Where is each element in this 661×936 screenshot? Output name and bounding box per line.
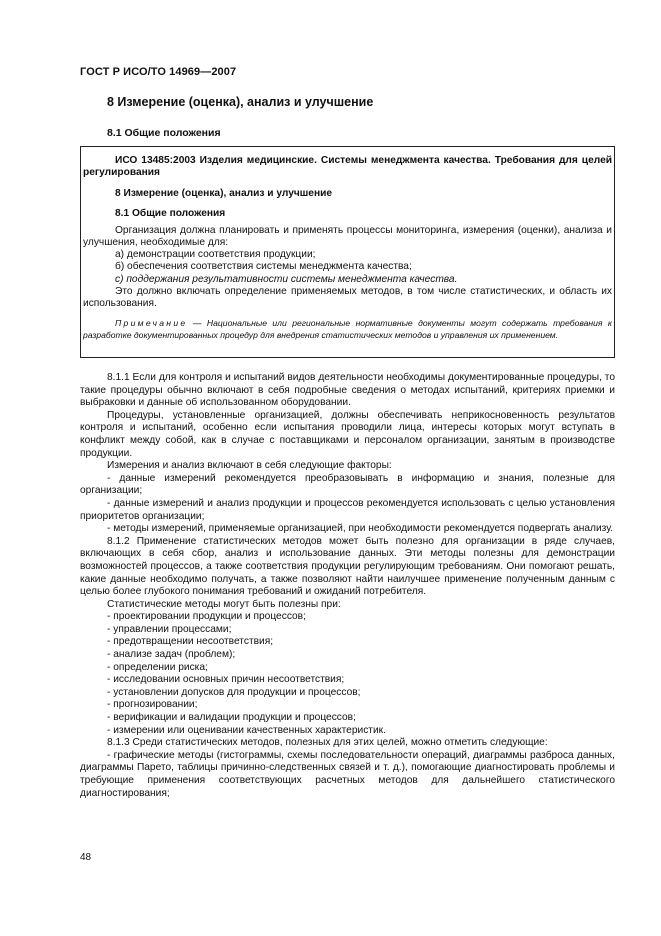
quote-subsection-heading: 8.1 Общие положения (115, 207, 226, 219)
paragraph: 8.1.1 Если для контроля и испытаний видов деятельности необходимы документированные процедуры, то такие процедуры обычно включают в себя подробные сведения о методах испытаний, критериях приемки и выбраковки и данные об использованном оборудовании. (80, 372, 615, 409)
list-item: - прогнозировании; (107, 699, 198, 711)
quote-note (83, 318, 612, 341)
subsection-heading: 8.1 Общие положения (107, 127, 221, 139)
quote-list-item: с) поддержания результативности системы менеджмента качества. (115, 273, 458, 285)
list-item: - верификации и валидации продукции и процессов; (107, 712, 356, 724)
paragraph: 8.1.3 Среди статистических методов, полезных для этих целей, можно отметить следующие: (107, 737, 548, 749)
list-item: - анализе задач (проблем); (107, 649, 236, 661)
page-number: 48 (80, 852, 92, 863)
list-item: - измерении или оценивании качественных характеристик. (107, 724, 386, 736)
note-label: Примечание (115, 318, 188, 329)
note-text: — Национальные или региональные нормативные документы могут содержать требования к разработке документированных процедур для внедрения статистических методов и управления их применением. (83, 318, 612, 340)
list-item: - проектировании продукции и процессов; (107, 611, 306, 623)
quote-list-item: б) обеспечения соответствия системы менеджмента качества; (115, 261, 412, 273)
paragraph: Измерения и анализ включают в себя следующие факторы: (107, 460, 392, 472)
list-item: - определении риска; (107, 661, 208, 673)
paragraph: Процедуры, установленные организацией, должны обеспечивать неприкосновенность результатов контроля и испытаний, особенно если испытания проводили лица, интересы которых могут вступать в конфликт между собой, как в случае с поставщиками и персоналом организации, занятым в производстве продукции. (80, 409, 615, 459)
quote-closing: Это должно включать определение применяемых методов, в том числе статистических, и область их использования. (83, 285, 612, 310)
list-item: - методы измерений, применяемые организацией, при необходимости рекомендуется подвергать анализу. (107, 523, 614, 535)
paragraph: Статистические методы могут быть полезны при: (107, 598, 341, 610)
list-item: - исследовании основных причин несоответствия; (107, 674, 345, 686)
standard-reference: ИСО 13485:2003 Изделия медицинские. Системы менеджмента качества. Требования для целей регулирования (83, 155, 612, 179)
list-item: - управлении процессами; (107, 623, 232, 635)
section-heading: 8 Измерение (оценка), анализ и улучшение (107, 95, 374, 109)
quote-intro: Организация должна планировать и применять процессы мониторинга, измерения (оценки), анализа и улучшения, необходимые для: (83, 224, 612, 249)
body-text (80, 372, 615, 800)
list-item: - данные измерений рекомендуется преобразовывать в информацию и знания, полезные для организации; (80, 472, 615, 497)
list-item: - данные измерений и анализ продукции и процессов рекомендуется использовать с целью установления приоритетов организации; (80, 497, 615, 522)
document-title: ГОСТ Р ИСО/ТО 14969—2007 (80, 66, 237, 78)
list-item: - предотвращении несоответствия; (107, 636, 274, 648)
quote-section-heading: 8 Измерение (оценка), анализ и улучшение (115, 188, 333, 200)
list-item: - графические методы (гистограммы, схемы последовательности операций, диаграммы разброса данных, диаграммы Парето, таблицы причинно-следственных связей и т. д.), помогающие диагностировать проблемы и требующие применения соответствующих расчетных методов для дальнейшего статистического диагностирования; (80, 749, 615, 799)
quoted-standard-box (80, 146, 615, 358)
list-item: - установлении допусков для продукции и процессов; (107, 686, 361, 698)
quote-list-item: а) демонстрации соответствия продукции; (115, 249, 316, 261)
paragraph: 8.1.2 Применение статистических методов может быть полезно для организации в ряде случаев, включающих в себя сбор, анализ и использование данных. Эти методы полезны для демонстрации возможностей процессов, а также соответствия продукции регулирующим требованиям. Они помогают решать, какие данные необходимо получать, а также позволяют найти наилучшее применение полученным данным с целью более глубокого понимания требований и ожиданий потребителя. (80, 535, 615, 598)
